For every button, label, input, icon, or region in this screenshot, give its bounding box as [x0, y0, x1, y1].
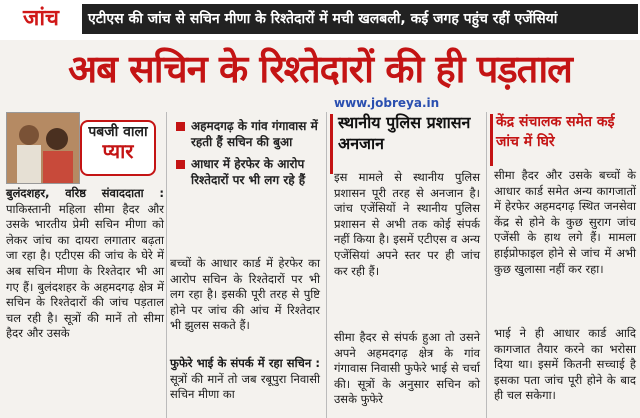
- column-1-text: पाकिस्तानी महिला सीमा हैदर और उसके भारतीय प्रेमी सचिन मीणा को लेकर जांच का दायरा लगातार बढ़ता जा रहा है। एटीएस की जांच के घेरे में अब सचिन मीणा के रिश्तेदार भी आ गए हैं। बुलंदशहर के अहमदगढ़ क्षेत्र में सचिन के रिश्तेदारों की जांच पड़ताल चल रही है। सूत्रों की मानें तो सीमा हैदर और उसके: [6, 201, 164, 341]
- pubg-love-badge: [80, 120, 156, 176]
- column-2-text2: सूत्रों की मानें तो जब रबूपुरा निवासी सचिन मीणा का: [170, 371, 320, 402]
- photo-couple: [6, 112, 80, 184]
- column-2-text: बच्चों के आधार कार्ड में हेरफेर का आरोप सचिन के रिश्तेदारों पर भी लग रहा है। इसकी पूरी तरह से पुष्टि होने पर जांच की आंच में रिश्तेदार भी झुलस सकते हैं।: [170, 256, 320, 333]
- header-strip: [0, 0, 640, 40]
- heading-accent-bar: [490, 114, 493, 166]
- square-bullet-icon: [176, 122, 185, 131]
- column-3-text: इस मामले से स्थानीय पुलिस प्रशासन पूरी तरह से अनजान है। जांच एजेंसियों ने स्थानीय पुलिस प्रशासन से अभी तक कोई संपर्क नहीं किया है। इसमें एटीएस व अन्य एजेंसियां अपने स्तर पर ही जांच कर रही हैं।: [334, 170, 480, 278]
- column-4-text: सीमा हैदर और उसके बच्चों के आधार कार्ड समेत अन्य कागजातों में हेरफेर अहमदगढ़ स्थित जनसेवा केंद्र से होने के कुछ सुराग जांच एजेंसी के हाथ लगे हैं। मामला हाईप्रोफाइल होने से जांच में अभी कुछ खुलासा नहीं कर रहा।: [494, 168, 636, 276]
- column-1: [6, 186, 164, 342]
- heading-accent-bar: [330, 114, 333, 174]
- square-bullet-icon: [176, 160, 185, 169]
- column-3-text2: सीमा हैदर से संपर्क हुआ तो उसने अपने अहमदगढ़ क्षेत्र के गांव गंगावास निवासी फुफेरे भाई से चर्चा की। सूत्रों के अनुसार सचिन को उसके फुफेरे: [334, 330, 480, 407]
- section-tag: जांच: [23, 6, 59, 31]
- column-divider: [326, 112, 327, 418]
- column-4-heading: केंद्र संचालक समेत कई जांच में घिरे: [496, 114, 615, 150]
- column-divider: [166, 112, 167, 418]
- highlight-bullets: [176, 118, 318, 194]
- badge-line1: पबजी वाला: [88, 124, 148, 140]
- subhead: फुफेरे भाई के संपर्क में रहा सचिन :: [170, 356, 320, 370]
- badge-line2: प्यार: [102, 139, 134, 163]
- column-3-heading: स्थानीय पुलिस प्रशासन अनजान: [338, 113, 471, 153]
- bullet-item: आधार में हेरफेर के आरोप रिश्तेदारों पर भी लग रहे हैं: [176, 156, 318, 188]
- column-4-text2: भाई ने ही आधार कार्ड आदि कागजात तैयार करने का भरोसा दिया था। इसमें कितनी सच्चाई है इसका पता जांच पूरी होने के बाद ही चल सकेगा।: [494, 326, 636, 403]
- headline: अब सचिन के रिश्तेदारों की ही पड़ताल: [68, 47, 572, 91]
- watermark-link[interactable]: www.jobreya.in: [334, 96, 440, 110]
- dateline: बुलंदशहर, वरिष्ठ संवाददाता :: [6, 186, 164, 200]
- bullet-item: अहमदगढ़ के गांव गंगावास में रहती हैं सचिन की बुआ: [176, 118, 318, 150]
- kicker-line: एटीएस की जांच से सचिन मीणा के रिश्तेदारों में मची खलबली, कई जगह पहुंच रहीं एजेंसियां: [82, 4, 638, 34]
- column-2-continued: [170, 356, 320, 403]
- column-divider: [486, 112, 487, 418]
